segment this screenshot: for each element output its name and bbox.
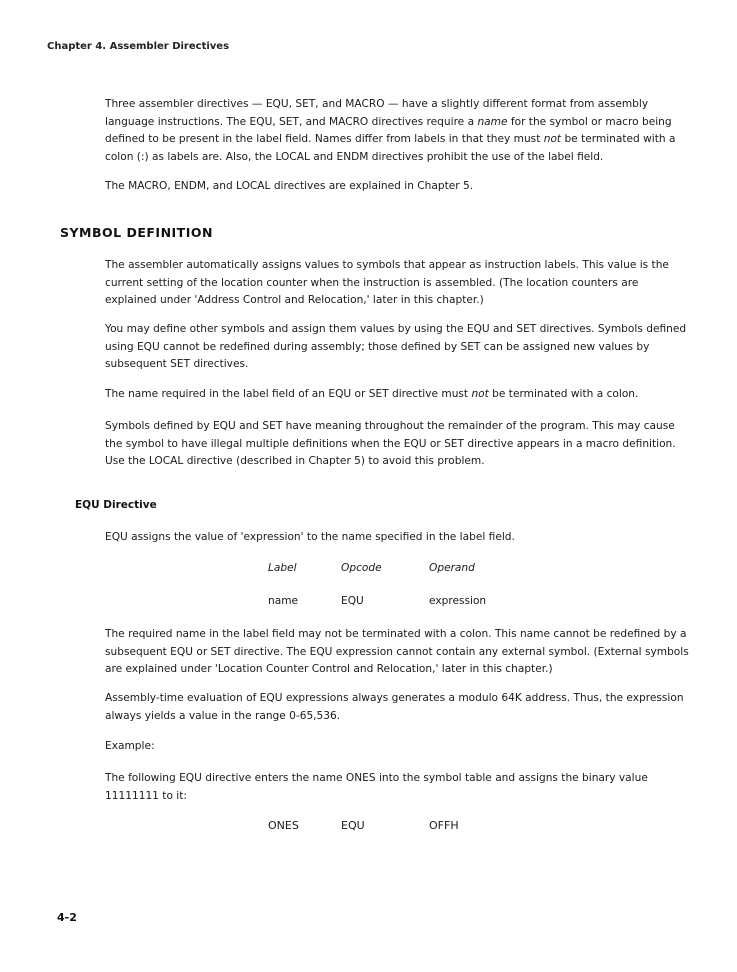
intro-paragraph-1: Three assembler directives — EQU, SET, and MACRO — have a slightly different format from assembly language instructions. The EQU, SET, and MACRO directives require a name for the symbol or macro being defined to be present in the label field. Names differ from labels in that they must not be terminated with a colon (:) as labels are. Also, the LOCAL and ENDM directives prohibit the use of the label field.: [105, 98, 676, 163]
example-row: [0, 819, 737, 835]
symdef-paragraph-4: Symbols defined by EQU and SET have meaning throughout the remainder of the program. This may cause the symbol to have illegal multiple definitions when the EQU or SET directive appears in a macro definition. Use the LOCAL directive (described in Chapter 5) to avoid this problem.: [105, 420, 676, 468]
example-label: Example:: [105, 740, 155, 752]
format-header-opcode: Opcode: [341, 562, 382, 574]
symdef-paragraph-3: The name required in the label field of an EQU or SET directive must not be terminated with a colon.: [105, 388, 639, 400]
section-heading-symbol-definition: SYMBOL DEFINITION: [60, 225, 213, 240]
equ-paragraph-1: EQU assigns the value of 'expression' to the name specified in the label field.: [105, 531, 515, 543]
page-number: 4-2: [57, 911, 77, 924]
symdef-paragraph-2: You may define other symbols and assign them values by using the EQU and SET directives. Symbols defined using EQU cannot be redefined during assembly; those defined by SET can be assigned new values by subsequent SET directives.: [105, 323, 687, 371]
format-header-operand: Operand: [429, 562, 475, 574]
symdef-paragraph-1: The assembler automatically assigns values to symbols that appear as instruction labels. This value is the current setting of the location counter when the instruction is assembled. (The location counters are explained under 'Address Control and Relocation,' later in this chapter.): [105, 259, 669, 307]
format-opcode: EQU: [341, 595, 364, 607]
subsection-heading-equ-directive: EQU Directive: [75, 499, 157, 511]
example-operand-offh: OFFH: [429, 819, 459, 832]
intro-paragraph-2: The MACRO, ENDM, and LOCAL directives are explained in Chapter 5.: [105, 180, 474, 192]
format-header-label: Label: [268, 562, 297, 574]
format-operand: expression: [429, 595, 487, 607]
chapter-header: Chapter 4. Assembler Directives: [47, 41, 230, 52]
format-row: [0, 595, 737, 611]
equ-paragraph-3: Assembly-time evaluation of EQU expressions always generates a modulo 64K address. Thus, the expression always yields a value in the range 0-65,536.: [105, 692, 684, 722]
example-opcode-equ: EQU: [341, 819, 365, 832]
equ-paragraph-4: The following EQU directive enters the name ONES into the symbol table and assigns the binary value 11111111 to it:: [105, 772, 648, 802]
example-label-ones: ONES: [268, 819, 299, 832]
format-label: name: [268, 595, 299, 607]
equ-paragraph-2: The required name in the label field may not be terminated with a colon. This name cannot be redefined by a subsequent EQU or SET directive. The EQU expression cannot contain any external symbol. (External symbols are explained under 'Location Counter Control and Relocation,' later in this chapter.): [105, 628, 689, 676]
format-header-row: [0, 562, 737, 578]
